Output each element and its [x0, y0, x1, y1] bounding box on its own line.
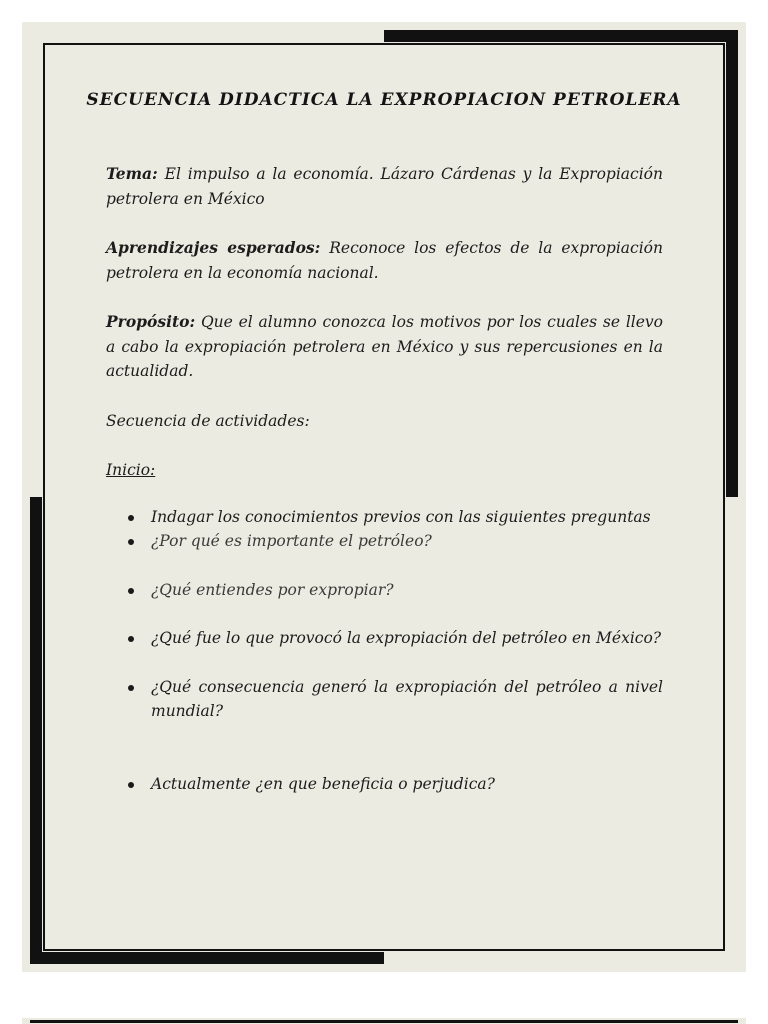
secuencia-heading: Secuencia de actividades:	[106, 411, 310, 430]
proposito-label: Propósito:	[106, 312, 196, 331]
tema-paragraph	[106, 162, 663, 211]
document-page	[22, 22, 746, 972]
list-item: ¿Qué fue lo que provocó la expropiación del petróleo en México?	[106, 626, 663, 651]
list-item: ¿Qué consecuencia generó la expropiación del petróleo a nivel mundial?	[106, 675, 663, 724]
activity-list	[106, 505, 663, 797]
bullet-icon	[128, 636, 134, 642]
aprendizajes-paragraph	[106, 236, 663, 285]
bullet-icon	[128, 539, 134, 545]
proposito-text: Que el alumno conozca los motivos por los cuales se llevo a cabo la expropiación petrolera en México y sus repercusiones en la actualidad.	[106, 313, 663, 380]
bullet-icon	[128, 782, 134, 788]
bullet-icon	[128, 588, 134, 594]
document-title: SECUENCIA DIDACTICA LA EXPROPIACION PETROLERA	[86, 90, 682, 110]
bullet-icon	[128, 685, 134, 691]
tema-label: Tema:	[106, 164, 158, 183]
tema-text: El impulso a la economía. Lázaro Cárdenas y la Expropiación petrolera en México	[106, 165, 663, 208]
list-item: ¿Por qué es importante el petróleo?	[106, 529, 663, 554]
proposito-paragraph	[106, 310, 663, 384]
aprendizajes-text: Reconoce los efectos de la expropiación petrolera en la economía nacional.	[106, 239, 663, 282]
aprendizajes-label: Aprendizajes esperados:	[106, 238, 321, 257]
inicio-heading: Inicio:	[106, 461, 156, 479]
list-item: Actualmente ¿en que beneficia o perjudica?	[106, 772, 663, 797]
next-page-edge	[22, 1018, 746, 1024]
bullet-icon	[128, 515, 134, 521]
list-item: ¿Qué entiendes por expropiar?	[106, 578, 663, 603]
list-item: Indagar los conocimientos previos con las siguientes preguntas	[106, 505, 663, 530]
next-page-border-line	[30, 1020, 738, 1023]
document-body	[106, 162, 663, 796]
